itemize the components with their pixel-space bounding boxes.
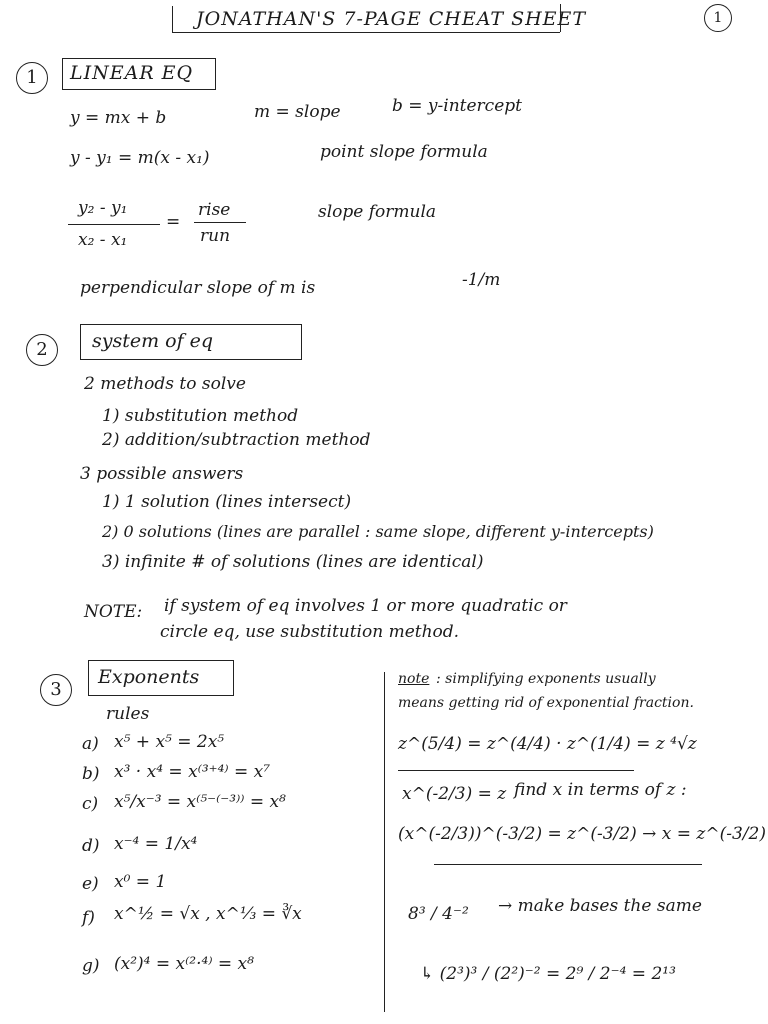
perpendicular-text: perpendicular slope of m is bbox=[80, 278, 316, 298]
rule-f-label: f) bbox=[82, 908, 95, 928]
answers-heading: 3 possible answers bbox=[80, 464, 244, 484]
b-definition: b = y-intercept bbox=[392, 96, 522, 116]
rule-e-label: e) bbox=[82, 874, 99, 894]
perpendicular-value: -1/m bbox=[462, 270, 501, 290]
page-title: JONATHAN'S 7-PAGE CHEAT SHEET bbox=[196, 8, 587, 30]
rule-b: x³ · x⁴ = x⁽³⁺⁴⁾ = x⁷ bbox=[114, 762, 271, 782]
section3-title: Exponents bbox=[98, 666, 200, 688]
point-slope-formula: y - y₁ = m(x - x₁) bbox=[70, 148, 210, 168]
rule-a-label: a) bbox=[82, 734, 99, 754]
section3-number: 3 bbox=[40, 674, 72, 706]
example-3-desc: → make bases the same bbox=[498, 896, 702, 916]
exponent-note-line-1: : simplifying exponents usually bbox=[436, 671, 656, 687]
rule-e: x⁰ = 1 bbox=[114, 872, 167, 892]
rule-a: x⁵ + x⁵ = 2x⁵ bbox=[114, 732, 225, 752]
note-label: NOTE: bbox=[84, 602, 143, 622]
exponent-note-line-2: means getting rid of exponential fraction. bbox=[398, 695, 694, 711]
rule-g-label: g) bbox=[82, 956, 100, 976]
slope-fraction-bar bbox=[68, 224, 160, 225]
example-2-lhs: x^(-2/3) = z bbox=[402, 784, 507, 804]
rule-c: x⁵/x⁻³ = x⁽⁵⁻⁽⁻³⁾⁾ = x⁸ bbox=[114, 792, 286, 812]
rules-label: rules bbox=[106, 704, 150, 724]
m-definition: m = slope bbox=[254, 102, 341, 122]
method-1: 1) substitution method bbox=[102, 406, 299, 426]
title-right-bar bbox=[560, 4, 561, 32]
point-slope-desc: point slope formula bbox=[320, 142, 488, 162]
rule-f: x^½ = √x , x^⅓ = ∛x bbox=[114, 904, 302, 924]
rule-c-label: c) bbox=[82, 794, 99, 814]
rise-run-bar bbox=[194, 222, 246, 223]
methods-heading: 2 methods to solve bbox=[84, 374, 246, 394]
exponent-note-label: note bbox=[398, 671, 430, 687]
rule-g: (x²)⁴ = x⁽²·⁴⁾ = x⁸ bbox=[114, 954, 254, 974]
page-number: 1 bbox=[704, 4, 732, 32]
example-3-fraction: 8³ / 4⁻² bbox=[408, 904, 469, 924]
example-2-divider bbox=[434, 864, 702, 865]
section2-title: system of eq bbox=[92, 330, 214, 352]
section1-title: LINEAR EQ bbox=[70, 62, 194, 84]
note-bracket bbox=[384, 672, 385, 1012]
section1-number: 1 bbox=[16, 62, 48, 94]
slope-numerator: y₂ - y₁ bbox=[78, 198, 128, 218]
answer-2: 2) 0 solutions (lines are parallel : same slope, different y-intercepts) bbox=[102, 522, 654, 541]
section2-number: 2 bbox=[26, 334, 58, 366]
answer-1: 1) 1 solution (lines intersect) bbox=[102, 492, 352, 512]
slope-denominator: x₂ - x₁ bbox=[78, 230, 128, 250]
slope-equals: = bbox=[166, 212, 181, 232]
example-3-work: ↳ (2³)³ / (2²)⁻² = 2⁹ / 2⁻⁴ = 2¹³ bbox=[420, 964, 676, 984]
example-2-desc: find x in terms of z : bbox=[514, 780, 687, 800]
rule-b-label: b) bbox=[82, 764, 100, 784]
rule-d: x⁻⁴ = 1/x⁴ bbox=[114, 834, 198, 854]
example-1-divider bbox=[398, 770, 634, 771]
title-left-bar bbox=[172, 6, 173, 32]
rule-d-label: d) bbox=[82, 836, 100, 856]
example-2-work: (x^(-2/3))^(-3/2) = z^(-3/2) → x = z^(-3/2) bbox=[398, 824, 766, 844]
note-line-2: circle eq, use substitution method. bbox=[160, 622, 460, 642]
example-1: z^(5/4) = z^(4/4) · z^(1/4) = z ⁴√z bbox=[398, 734, 697, 754]
slope-formula-desc: slope formula bbox=[318, 202, 437, 222]
slope-intercept-formula: y = mx + b bbox=[70, 108, 167, 128]
run-label: run bbox=[200, 226, 231, 246]
title-underline bbox=[172, 32, 560, 33]
answer-3: 3) infinite # of solutions (lines are identical) bbox=[102, 552, 484, 572]
note-line-1: if system of eq involves 1 or more quadratic or bbox=[164, 596, 567, 616]
rise-label: rise bbox=[198, 200, 231, 220]
method-2: 2) addition/subtraction method bbox=[102, 430, 371, 450]
